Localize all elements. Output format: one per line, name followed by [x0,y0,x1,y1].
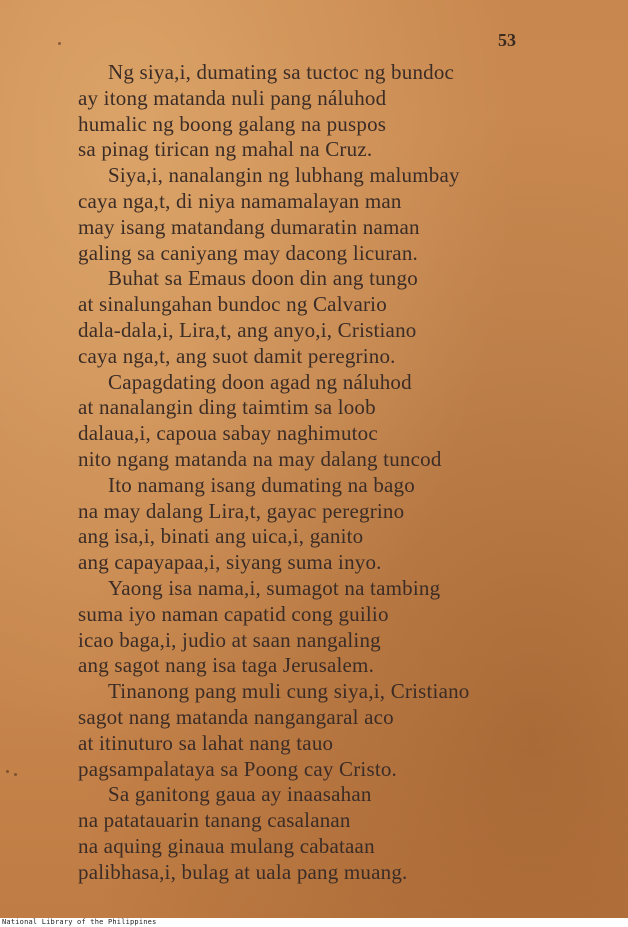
text-line: icao baga,i, judio at saan nangaling [78,627,381,652]
text-line: Sa ganitong gaua ay inaasahan [108,782,372,807]
text-line: humalic ng boong galang na puspos [78,111,387,136]
text-line: at nanalangin ding taimtim sa loob [78,395,376,420]
text-line: may isang matandang dumaratin naman [78,214,420,239]
text-line: dala-dala,i, Lira,t, ang anyo,i, Cristiano [78,317,417,342]
text-line: galing sa caniyang may dacong licuran. [78,240,418,265]
margin-speck [58,42,61,45]
text-line: na aquing ginaua mulang cabataan [78,833,375,858]
text-line: na may dalang Lira,t, gayac peregrino [78,498,405,523]
text-line: Buhat sa Emaus doon din ang tungo [108,266,418,291]
text-line: at itinuturo sa lahat nang tauo [78,730,334,755]
text-line: caya nga,t, ang suot damit peregrino. [78,343,396,368]
text-line: Capagdating doon agad ng náluhod [108,369,412,394]
text-line: Tinanong pang muli cung siya,i, Cristiano [108,679,470,704]
text-line: palibhasa,i, bulag at uala pang muang. [78,859,408,884]
margin-speck [14,773,17,776]
text-line: ang isa,i, binati ang uica,i, ganito [78,524,364,549]
margin-speck [6,770,9,773]
page-number: 53 [498,30,516,50]
text-line: Siya,i, nanalangin ng lubhang malumbay [108,163,460,188]
text-line: sa pinag tirican ng mahal na Cruz. [78,137,373,162]
text-line: suma iyo naman capatid cong guilio [78,601,389,626]
text-line: Ito namang isang dumating na bago [108,472,415,497]
poem-text-block [78,60,568,886]
text-line: ay itong matanda nuli pang náluhod [78,85,387,110]
text-line: at sinalungahan bundoc ng Calvario [78,292,387,317]
text-line: na patatauarin tanang casalanan [78,808,351,833]
text-line: caya nga,t, di niya namamalayan man [78,188,402,213]
text-line: ang sagot nang isa taga Jerusalem. [78,653,375,678]
text-line: sagot nang matanda nangangaral aco [78,704,394,729]
text-line: ang capayapaa,i, siyang suma inyo. [78,550,382,575]
text-line: dalaua,i, capoua sabay naghimutoc [78,421,378,446]
footer-credit: National Library of the Philippines [2,918,157,926]
text-line: Ng siya,i, dumating sa tuctoc ng bundoc [108,60,455,84]
text-line: nito ngang matanda na may dalang tuncod [78,446,442,471]
text-line: pagsampalataya sa Poong cay Cristo. [78,756,398,781]
text-line: Yaong isa nama,i, sumagot na tambing [108,575,441,600]
